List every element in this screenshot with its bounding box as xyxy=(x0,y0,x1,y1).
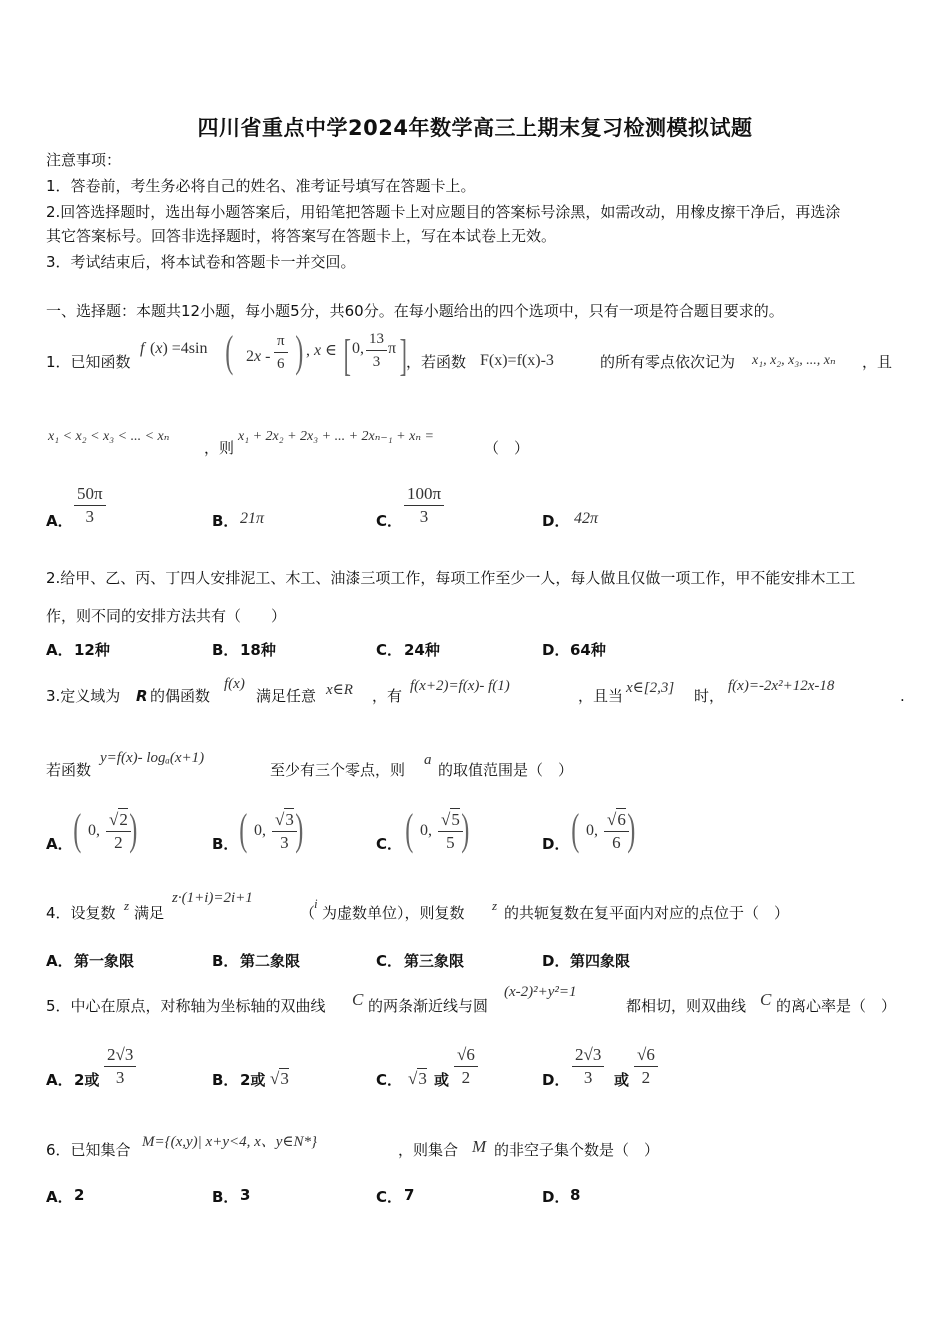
q5-option-d-fraction1[interactable] xyxy=(572,1044,604,1089)
q3-option-d-letter[interactable]: D． xyxy=(542,835,570,853)
q3-option-b-rad: 3 xyxy=(285,810,294,829)
q3-p5: ，且当 xyxy=(578,687,624,705)
q3-option-c-letter[interactable]: C． xyxy=(376,835,403,853)
q3-option-a-rad: 2 xyxy=(119,810,128,829)
q5-option-d-mid[interactable]: 或 xyxy=(614,1071,630,1089)
q1-option-c-num: 100π xyxy=(404,483,444,506)
notice-item-2-cont: 其它答案标号。回答非选择题时，将答案写在答题卡上，写在本试卷上无效。 xyxy=(46,227,557,245)
q2-option-d-letter[interactable]: D． xyxy=(542,641,570,659)
q3-option-b-letter[interactable]: B． xyxy=(212,835,239,853)
q3-option-c-den: 5 xyxy=(446,833,455,852)
q4-option-a-letter[interactable]: A． xyxy=(46,952,73,970)
notice-item-1: 1．答卷前，考生务必将自己的姓名、准考证号填写在答题卡上。 xyxy=(46,177,476,195)
q4-option-c-text[interactable]: 第三象限 xyxy=(404,952,465,970)
q6-option-b-letter[interactable]: B． xyxy=(212,1188,239,1206)
q5-option-c-num: √6 xyxy=(454,1044,478,1067)
q3-option-a-value[interactable]: ( 0, $\frac{√2}{2}$ ) xyxy=(73,805,138,854)
q2-line1: 2.给甲、乙、丙、丁四人安排泥工、木工、油漆三项工作，每项工作至少一人，每人做且仅做一项工作，甲不能安排木工工 xyxy=(46,569,856,587)
q3-p6: 时， xyxy=(694,687,725,705)
q4-option-c-letter[interactable]: C． xyxy=(376,952,403,970)
q6-option-a-text[interactable]: 2 xyxy=(74,1186,85,1204)
q5-circle: (x-2)²+y²=1 xyxy=(504,984,577,1000)
q3-option-a-letter[interactable]: A． xyxy=(46,835,73,853)
q5-option-d-num1: 2√3 xyxy=(572,1044,604,1067)
q5-option-d-den1: 3 xyxy=(583,1068,593,1087)
notice-heading: 注意事项： xyxy=(46,151,122,169)
q3-option-a-zero: 0, xyxy=(88,822,100,839)
q4-z: z xyxy=(124,898,130,913)
q1-mid: ，若函数 xyxy=(406,353,467,371)
q1-formula-order: x₁ < x₂ < x₃ < ... < xₙ xyxy=(48,429,170,444)
q3-line2-p2: 至少有三个零点，则 xyxy=(270,761,406,779)
q1-mid2: 的所有零点依次记为 xyxy=(600,353,736,371)
q5-p1: 5．中心在原点，对称轴为坐标轴的双曲线 xyxy=(46,997,326,1015)
q4-p4: 为虚数单位），则复数 xyxy=(322,904,465,922)
q3-fx: f(x) xyxy=(224,676,245,692)
q6-option-b-text[interactable]: 3 xyxy=(240,1186,251,1204)
q3-option-b-value[interactable]: ( 0, $\frac{√3}{3}$ ) xyxy=(239,805,304,854)
q1-formula-sum: x₁ + 2x₂ + 2x₃ + ... + 2xₙ₋₁ + xₙ = xyxy=(238,429,434,444)
q5-option-a-pre[interactable]: 2或 xyxy=(74,1071,100,1089)
q3-option-b-den: 3 xyxy=(280,833,289,852)
q5-option-b-rad: 3 xyxy=(280,1069,289,1088)
q4-z2: z xyxy=(492,898,498,913)
q3-p2: 的偶函数 xyxy=(150,687,211,705)
q6-option-c-letter[interactable]: C． xyxy=(376,1188,403,1206)
q1-option-a-den: 3 xyxy=(85,507,95,526)
q4-i: i xyxy=(314,896,318,911)
q5-C: C xyxy=(352,990,364,1009)
q3-option-c-value[interactable]: ( 0, $\frac{√5}{5}$ ) xyxy=(405,805,470,854)
q2-option-d-text[interactable]: 64种 xyxy=(570,641,606,659)
q3-a: a xyxy=(424,752,432,768)
q4-p3: （ xyxy=(300,904,316,922)
q6-option-d-letter[interactable]: D． xyxy=(542,1188,570,1206)
q6-p1: 6．已知集合 xyxy=(46,1141,131,1159)
q3-option-c-zero: 0, xyxy=(420,822,432,839)
q3-option-a-den: 2 xyxy=(114,833,123,852)
q3-option-d-value[interactable]: ( 0, $\frac{√6}{6}$ ) xyxy=(571,805,636,854)
q6-option-d-text[interactable]: 8 xyxy=(570,1186,581,1204)
q1-option-a-letter[interactable]: A． xyxy=(46,512,73,530)
q1-end: ，且 xyxy=(862,353,893,371)
q5-option-c-rad: 3 xyxy=(418,1069,427,1088)
q5-option-a-letter[interactable]: A． xyxy=(46,1071,73,1089)
q1-prefix: 1．已知函数 xyxy=(46,353,131,371)
q2-option-b-text[interactable]: 18种 xyxy=(240,641,276,659)
q5-option-d-letter[interactable]: D． xyxy=(542,1071,570,1089)
q3-y-eq: y=f(x)- logₐ(x+1) xyxy=(100,750,205,766)
q3-option-d-rad: 6 xyxy=(617,810,626,829)
q6-option-a-letter[interactable]: A． xyxy=(46,1188,73,1206)
q1-option-d-text[interactable]: 42π xyxy=(574,510,599,527)
q6-M: M xyxy=(472,1137,487,1156)
q1-option-b-letter[interactable]: B． xyxy=(212,512,239,530)
q5-option-a-den: 3 xyxy=(115,1068,125,1087)
q5-option-c-fraction[interactable] xyxy=(454,1044,478,1089)
q1-line2-mid: ，则 xyxy=(204,439,235,457)
q1-option-b-text[interactable]: 21π xyxy=(240,510,265,527)
q5-option-d-num2: √6 xyxy=(634,1044,658,1067)
q5-option-b-letter[interactable]: B． xyxy=(212,1071,239,1089)
q4-option-a-text[interactable]: 第一象限 xyxy=(74,952,135,970)
q5-option-c-letter[interactable]: C． xyxy=(376,1071,403,1089)
q2-line2: 作，则不同的安排方法共有（ ） xyxy=(46,607,287,625)
q2-option-a-text[interactable]: 12种 xyxy=(74,641,110,659)
q6-set: M={(x,y)| x+y<4, x、y∈N*} xyxy=(142,1134,318,1150)
q5-option-a-fraction[interactable] xyxy=(104,1044,136,1089)
q3-option-b-zero: 0, xyxy=(254,822,266,839)
q3-p3: 满足任意 xyxy=(256,687,317,705)
q4-option-b-text[interactable]: 第二象限 xyxy=(240,952,301,970)
q4-option-b-letter[interactable]: B． xyxy=(212,952,239,970)
q5-option-c-den: 2 xyxy=(461,1068,471,1087)
q4-p2: 满足 xyxy=(134,904,165,922)
q4-option-d-letter[interactable]: D． xyxy=(542,952,570,970)
q4-p1: 4．设复数 xyxy=(46,904,116,922)
q3-x-in-R: x∈R xyxy=(326,682,353,698)
notice-item-3: 3．考试结束后，将本试卷和答题卡一并交回。 xyxy=(46,253,356,271)
q3-cond: x∈[2,3] xyxy=(626,680,675,696)
q1-formula-zeros: x₁, x₂, x₃, ..., xₙ xyxy=(752,353,836,368)
q5-p2: 的两条渐近线与圆 xyxy=(368,997,489,1015)
q5-option-c-sqrt[interactable]: √3 xyxy=(408,1069,427,1088)
q5-C2: C xyxy=(760,990,772,1009)
q1-option-d-letter[interactable]: D． xyxy=(542,512,570,530)
q1-option-a-num: 50π xyxy=(74,483,106,506)
q3-option-c-rad: 5 xyxy=(451,810,460,829)
q5-p4: 的离心率是（ ） xyxy=(776,997,897,1015)
q6-p3: 的非空子集个数是（ ） xyxy=(494,1141,660,1159)
section-heading: 一、选择题：本题共12小题，每小题5分，共60分。在每小题给出的四个选项中，只有一项是符合题目要求的。 xyxy=(46,302,784,320)
q3-option-d-zero: 0, xyxy=(586,822,598,839)
q5-option-d-fraction2[interactable] xyxy=(634,1044,658,1089)
q5-p3: 都相切，则双曲线 xyxy=(626,997,747,1015)
q4-p5: 的共轭复数在复平面内对应的点位于（ ） xyxy=(504,904,790,922)
q5-option-c-mid[interactable]: 或 xyxy=(434,1071,450,1089)
q2-option-c-letter[interactable]: C． xyxy=(376,641,403,659)
q3-option-d-den: 6 xyxy=(612,833,621,852)
q4-option-d-text[interactable]: 第四象限 xyxy=(570,952,631,970)
q3-R: R xyxy=(136,687,148,705)
page-title: 四川省重点中学2024年数学高三上期末复习检测模拟试题 xyxy=(197,116,753,140)
q5-option-b-pre[interactable]: 2或 xyxy=(240,1071,266,1089)
q1-option-a-fraction[interactable] xyxy=(74,483,106,528)
q6-p2: ，则集合 xyxy=(398,1141,459,1159)
q1-line2-end: （ ） xyxy=(484,439,530,457)
q2-option-b-letter[interactable]: B． xyxy=(212,641,239,659)
q1-formula-F: F(x)=f(x)-3 xyxy=(480,352,554,369)
q1-option-c-den: 3 xyxy=(419,507,429,526)
q3-p7: . xyxy=(900,687,905,705)
q3-line2-p3: 的取值范围是（ ） xyxy=(438,761,574,779)
q3-p4: ，有 xyxy=(372,687,403,705)
q3-eq2: f(x)=-2x²+12x-18 xyxy=(728,678,835,694)
q3-eq1: f(x+2)=f(x)- f(1) xyxy=(410,678,510,694)
q5-option-b-sqrt[interactable]: √3 xyxy=(270,1069,289,1088)
q3-p1: 3.定义域为 xyxy=(46,687,121,705)
notice-item-2: 2.回答选择题时，选出每小题答案后，用铅笔把答题卡上对应题目的答案标号涂黑，如需改动，用橡皮擦干净后，再选涂 xyxy=(46,203,841,221)
q6-option-c-text[interactable]: 7 xyxy=(404,1186,415,1204)
q2-option-a-letter[interactable]: A． xyxy=(46,641,73,659)
q2-option-c-text[interactable]: 24种 xyxy=(404,641,440,659)
q1-formula-f: f (x) =4sin ( 2x - $\frac{\pi}{6}$ ) , x ∈ [ 0, $\frac{13}{3}$ π ] xyxy=(140,327,407,380)
q5-option-d-den2: 2 xyxy=(641,1068,651,1087)
q4-eq: z·(1+i)=2i+1 xyxy=(172,890,253,906)
q5-option-a-num: 2√3 xyxy=(104,1044,136,1067)
q1-option-c-letter[interactable]: C． xyxy=(376,512,403,530)
q3-line2-p1: 若函数 xyxy=(46,761,92,779)
q1-option-c-fraction[interactable] xyxy=(404,483,444,528)
